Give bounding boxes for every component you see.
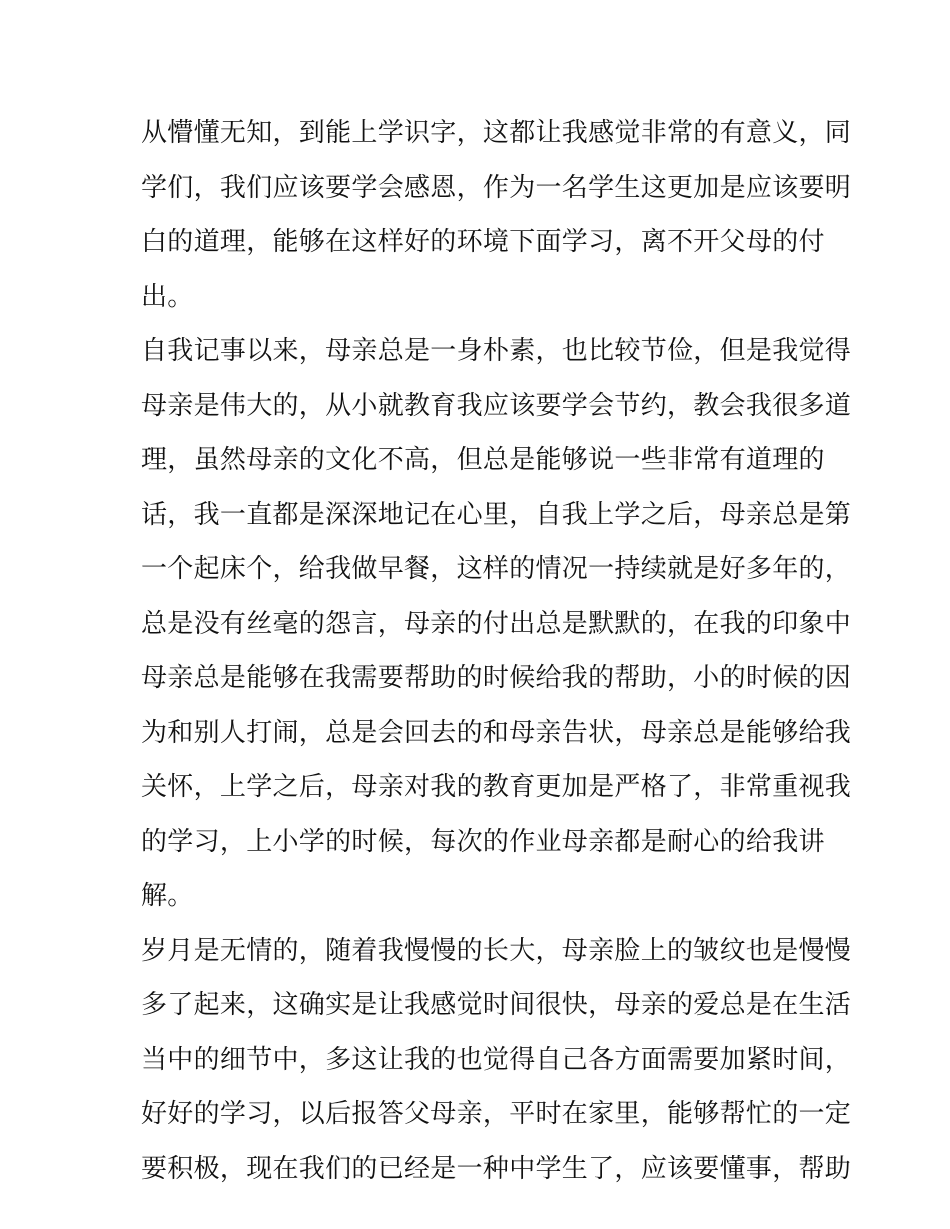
text-line: 关怀，上学之后，母亲对我的教育更加是严格了，非常重视我: [141, 772, 852, 802]
text-line: 岁月是无情的，随着我慢慢的长大，母亲脸上的皱纹也是慢慢: [141, 935, 852, 966]
text-line: 一个起床个，给我做早餐，这样的情况一持续就是好多年的，: [141, 554, 852, 584]
text-line: 总是没有丝毫的怨言，母亲的付出总是默默的，在我的印象中: [141, 608, 852, 639]
text-line: 话，我一直都是深深地记在心里，自我上学之后，母亲总是第: [141, 499, 852, 530]
text-line: 好好的学习，以后报答父母亲，平时在家里，能够帮忙的一定: [141, 1099, 852, 1129]
text-line: 理，虽然母亲的文化不高，但总是能够说一些非常有道理的: [141, 445, 825, 475]
text-line: 解。: [141, 881, 194, 911]
text-line: 的学习，上小学的时候，每次的作业母亲都是耐心的给我讲: [141, 826, 825, 857]
text-line: 母亲总是能够在我需要帮助的时候给我的帮助，小的时候的因: [141, 663, 852, 693]
text-line: 母亲是伟大的，从小就教育我应该要学会节约，教会我很多道: [141, 390, 852, 421]
text-line: 出。: [141, 281, 194, 312]
text-line: 为和别人打闹，总是会回去的和母亲告状，母亲总是能够给我: [141, 717, 852, 748]
text-line: 学们，我们应该要学会感恩，作为一名学生这更加是应该要明: [141, 172, 852, 203]
text-line: 要积极，现在我们的已经是一种中学生了，应该要懂事，帮助: [141, 1153, 852, 1184]
text-line: 自我记事以来，母亲总是一身朴素，也比较节俭，但是我觉得: [141, 336, 852, 366]
text-line: 从懵懂无知，到能上学识字，这都让我感觉非常的有意义，同: [141, 118, 852, 148]
text-line: 白的道理，能够在这样好的环境下面学习，离不开父母的付: [141, 227, 825, 257]
text-line: 当中的细节中，多这让我的也觉得自己各方面需要加紧时间，: [141, 1044, 852, 1075]
body-text: [141, 106, 852, 1196]
text-line: 多了起来，这确实是让我感觉时间很快，母亲的爱总是在生活: [141, 990, 852, 1020]
